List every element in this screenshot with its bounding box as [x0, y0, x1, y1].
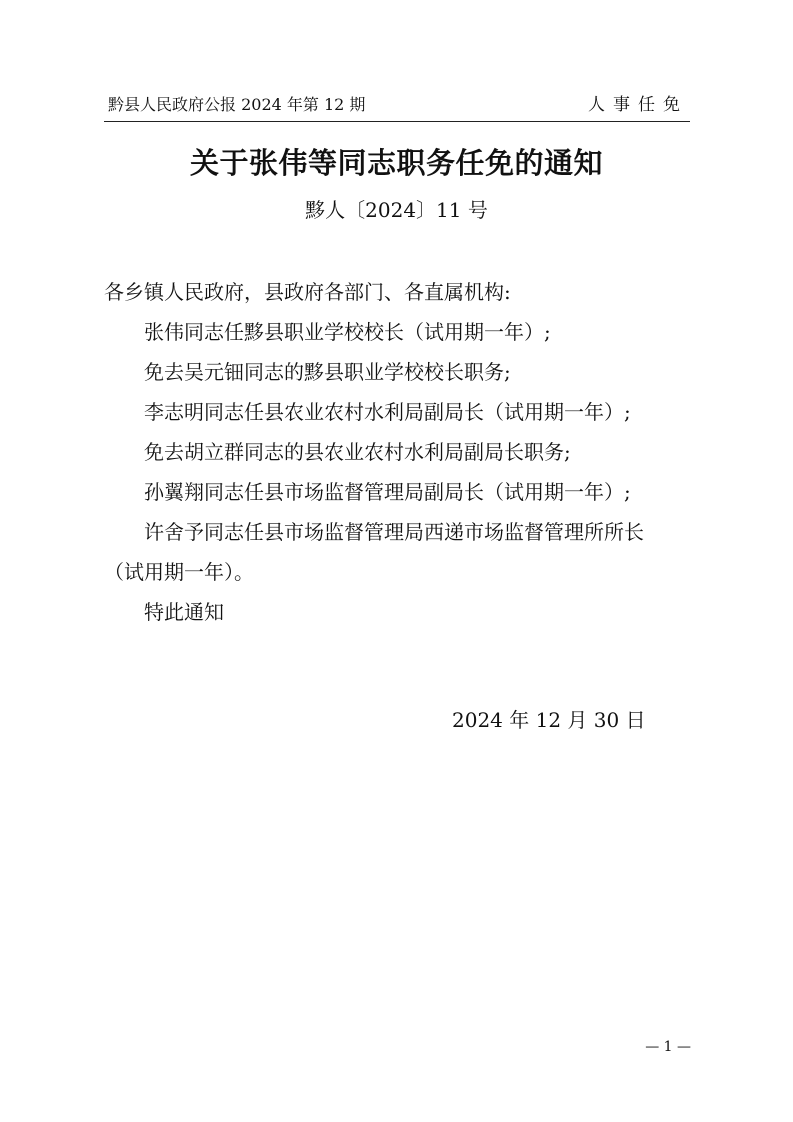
appointment-item: 免去吴元钿同志的黟县职业学校校长职务;	[144, 360, 511, 384]
appointment-item: 李志明同志任县农业农村水利局副局长（试用期一年）;	[144, 400, 631, 424]
closing-remark: 特此通知	[144, 600, 224, 624]
document-number: 黟人〔2024〕11 号	[305, 198, 488, 222]
gazette-section-label: 人事任免	[588, 95, 688, 115]
header-divider	[104, 121, 690, 122]
page-number: — 1 —	[645, 1039, 691, 1055]
gazette-header-title: 黔县人民政府公报 2024 年第 12 期	[108, 95, 366, 114]
issue-date: 2024 年 12 月 30 日	[452, 708, 646, 732]
appointment-item: 张伟同志任黟县职业学校校长（试用期一年）;	[144, 320, 551, 344]
notice-body	[104, 272, 694, 632]
appointment-item: 免去胡立群同志的县农业农村水利局副局长职务;	[144, 440, 571, 464]
appointment-item: 许舍予同志任县市场监督管理局西递市场监督管理所所长	[144, 520, 644, 544]
salutation: 各乡镇人民政府，县政府各部门、各直属机构:	[104, 280, 511, 304]
appointment-item-continuation: （试用期一年）。	[104, 560, 254, 584]
notice-title: 关于张伟等同志职务任免的通知	[189, 146, 603, 180]
appointment-item: 孙翼翔同志任县市场监督管理局副局长（试用期一年）;	[144, 480, 631, 504]
